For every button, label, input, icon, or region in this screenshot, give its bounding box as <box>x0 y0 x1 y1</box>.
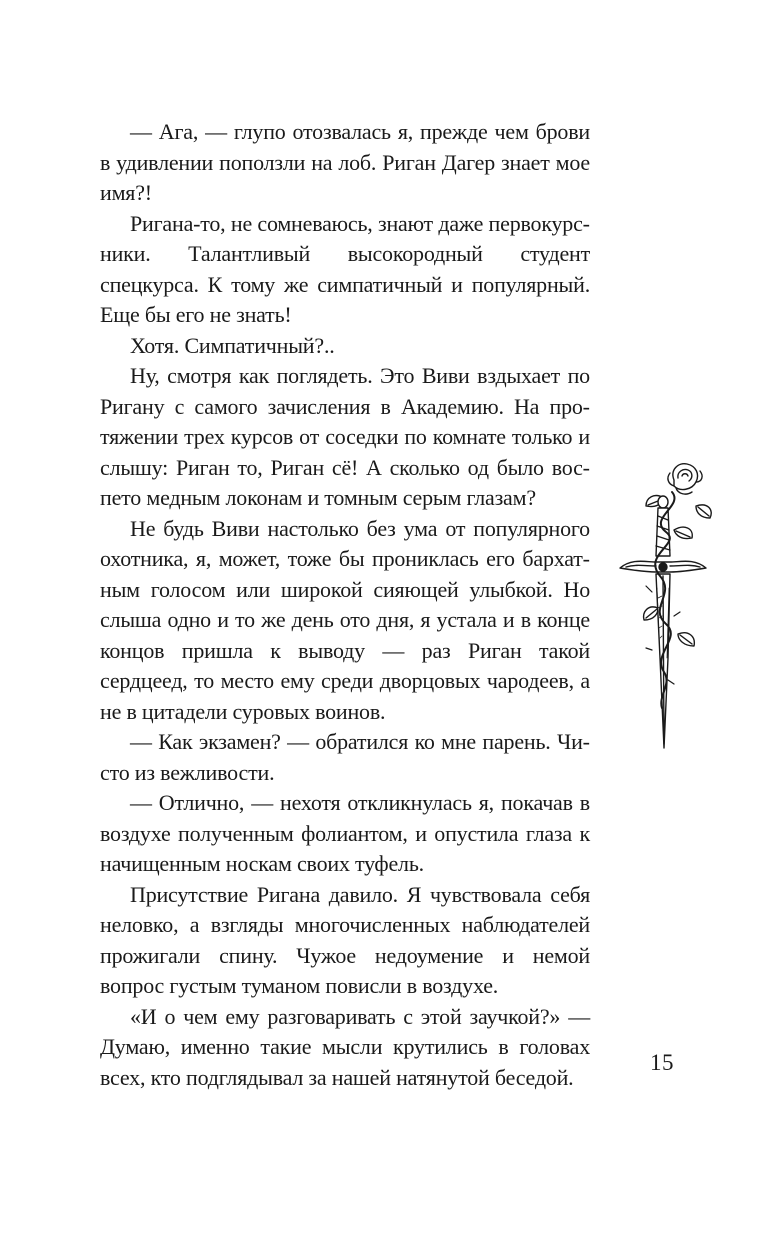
paragraph: Присутствие Ригана давило. Я чувствовала себя неловко, а взгляды многочисленных наблюдателей прожигали спину. Чужое недоумение и немой вопрос густым туманом повисли в воздухе. <box>100 881 590 998</box>
page-number: 15 <box>650 1050 674 1075</box>
rose-icon <box>668 464 702 494</box>
paragraph: «И о чем ему разговаривать с этой заучкой?» — Думаю, именно такие мысли крутились в головах всех, кто подглядывал за нашей натянутой беседой. <box>100 1003 590 1090</box>
paragraph: Ригана-то, не сомневаюсь, знают даже первокурсники. Талантливый высокородный студент спецкурса. К тому же симпатичный и популярный. Еще бы его не знать! <box>100 210 590 327</box>
paragraph: Хотя. Симпатичный?.. <box>130 332 335 358</box>
dagger-with-rose-icon <box>612 458 722 753</box>
paragraph: — Отлично, — нехотя откликнулась я, покачав в воздухе полученным фолиантом, и опустила глаза к начищенным носкам своих туфель. <box>100 790 590 876</box>
body-text <box>100 117 590 1093</box>
paragraph: — Ага, — глупо отозвалась я, прежде чем брови в удивлении поползли на лоб. Риган Дагер знает мое имя?! <box>100 119 590 205</box>
paragraph: — Как экзамен? — обратился ко мне парень. Чисто из вежливости. <box>100 729 590 785</box>
paragraph: Не будь Виви настолько без ума от популярного охотника, я, может, тоже бы прониклась его бархатным голосом или широкой сияющей улыбкой. Но слыша одно и то же день ото дня, я устала и в конце концов пришла к выводу — раз Риган такой сердцеед, то место ему среди дворцовых чародеев, а не в цитадели суровых воинов. <box>100 515 590 724</box>
paragraph: Ну, смотря как поглядеть. Это Виви вздыхает по Ригану с самого зачисления в Академию. На протяжении трех курсов от соседки по комнате только и слышу: Риган то, Риган сё! А сколько од было воспето медным локонам и томным серым глазам? <box>100 363 590 510</box>
